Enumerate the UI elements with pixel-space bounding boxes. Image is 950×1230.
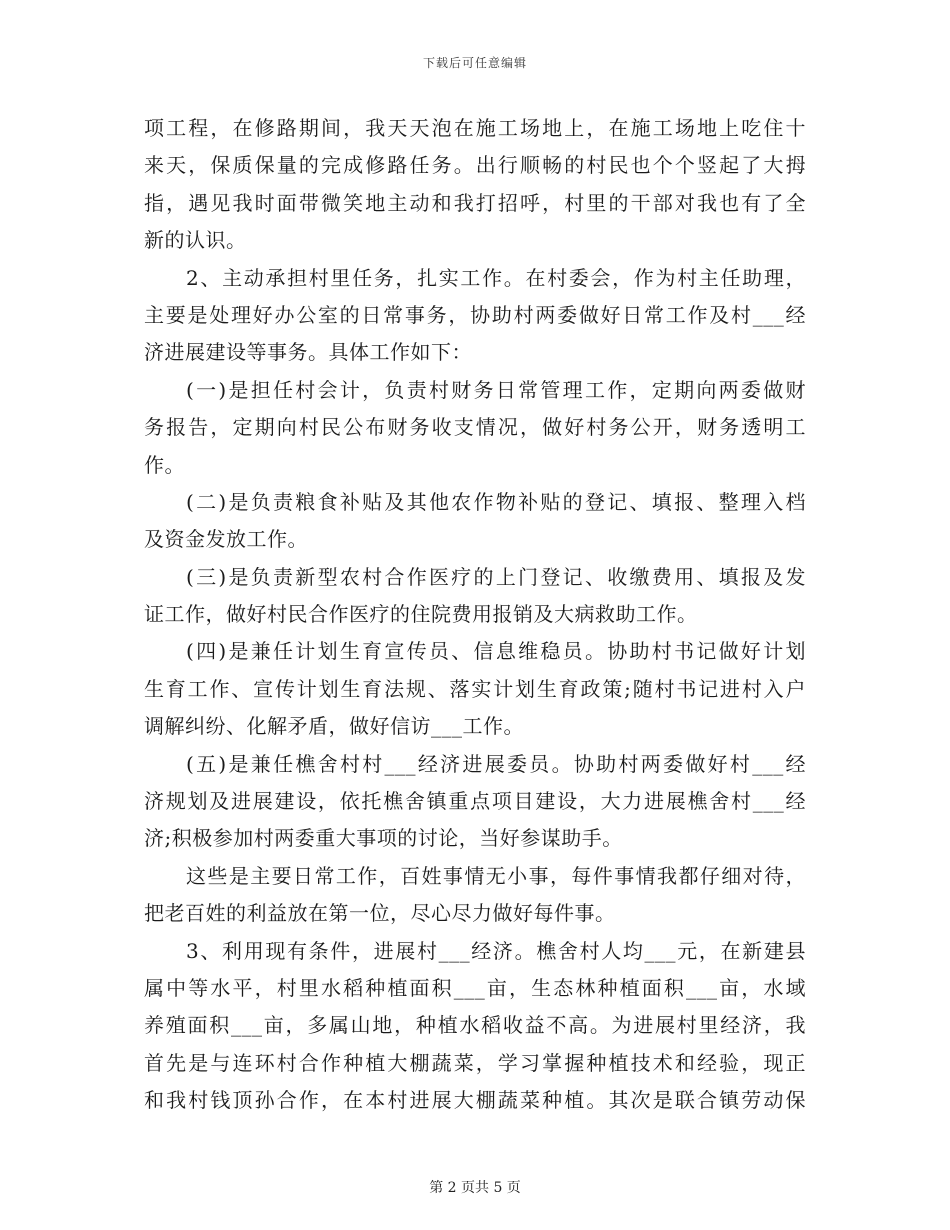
text-line: 这些是主要日常工作，百姓事情无小事，每件事情我都仔细对待， <box>186 863 806 888</box>
text-line: 首先是与连环村合作种植大棚蔬菜，学习掌握种植技术和经验，现正 <box>144 1050 806 1075</box>
text-line: 属中等水平，村里水稻种植面积___亩，生态林种植面积___亩，水域 <box>144 975 806 1000</box>
text-line: 生育工作、宣传计划生育法规、落实计划生育政策;随村书记进村入户 <box>144 676 806 701</box>
text-line: 养殖面积___亩，多属山地，种植水稻收益不高。为进展村里经济，我 <box>144 1013 806 1038</box>
text-line: 济;积极参加村两委重大事项的讨论，当好参谋助手。 <box>144 826 623 851</box>
text-line: (三)是负责新型农村合作医疗的上门登记、收缴费用、填报及发 <box>186 564 806 589</box>
text-line: (四)是兼任计划生育宣传员、信息维稳员。协助村书记做好计划 <box>186 639 806 664</box>
text-line: 及资金发放工作。 <box>144 527 308 552</box>
text-line: 3、利用现有条件，进展村___经济。樵舍村人均___元，在新建县 <box>186 938 806 963</box>
text-line: 证工作，做好村民合作医疗的住院费用报销及大病救助工作。 <box>144 602 698 627</box>
text-line: 把老百姓的利益放在第一位，尽心尽力做好每件事。 <box>144 901 616 926</box>
text-line: 和我村钱顶孙合作，在本村进展大棚蔬菜种植。其次是联合镇劳动保 <box>144 1088 806 1113</box>
text-line: 务报告，定期向村民公布财务收支情况，做好村务公开，财务透明工 <box>144 415 806 440</box>
text-line: 项工程，在修路期间，我天天泡在施工场地上，在施工场地上吃住十 <box>144 116 806 140</box>
page-header: 下载后可任意编辑 <box>422 56 527 70</box>
text-line: 2、主动承担村里任务，扎实工作。在村委会，作为村主任助理， <box>186 265 806 290</box>
text-line: 调解纠纷、化解矛盾，做好信访___工作。 <box>144 714 524 739</box>
text-line: (五)是兼任樵舍村村___经济进展委员。协助村两委做好村___经 <box>186 751 806 776</box>
text-line: 新的认识。 <box>144 228 247 253</box>
text-line: 济进展建设等事务。具体工作如下： <box>144 340 472 365</box>
text-line: (二)是负责粮食补贴及其他农作物补贴的登记、填报、整理入档 <box>186 489 806 514</box>
text-line: (一)是担任村会计，负责村财务日常管理工作，定期向两委做财 <box>186 377 806 402</box>
document-body <box>144 110 806 1120</box>
page-number: 第 2 页共 5 页 <box>429 1180 521 1196</box>
text-line: 主要是处理好办公室的日常事务，协助村两委做好日常工作及村___经 <box>144 302 806 327</box>
text-line: 济规划及进展建设，依托樵舍镇重点项目建设，大力进展樵舍村___经 <box>144 789 806 814</box>
text-line: 作。 <box>144 452 185 477</box>
text-line: 指，遇见我时面带微笑地主动和我打招呼，村里的干部对我也有了全 <box>144 190 806 215</box>
text-line: 来天，保质保量的完成修路任务。出行顺畅的村民也个个竖起了大拇 <box>144 153 806 178</box>
